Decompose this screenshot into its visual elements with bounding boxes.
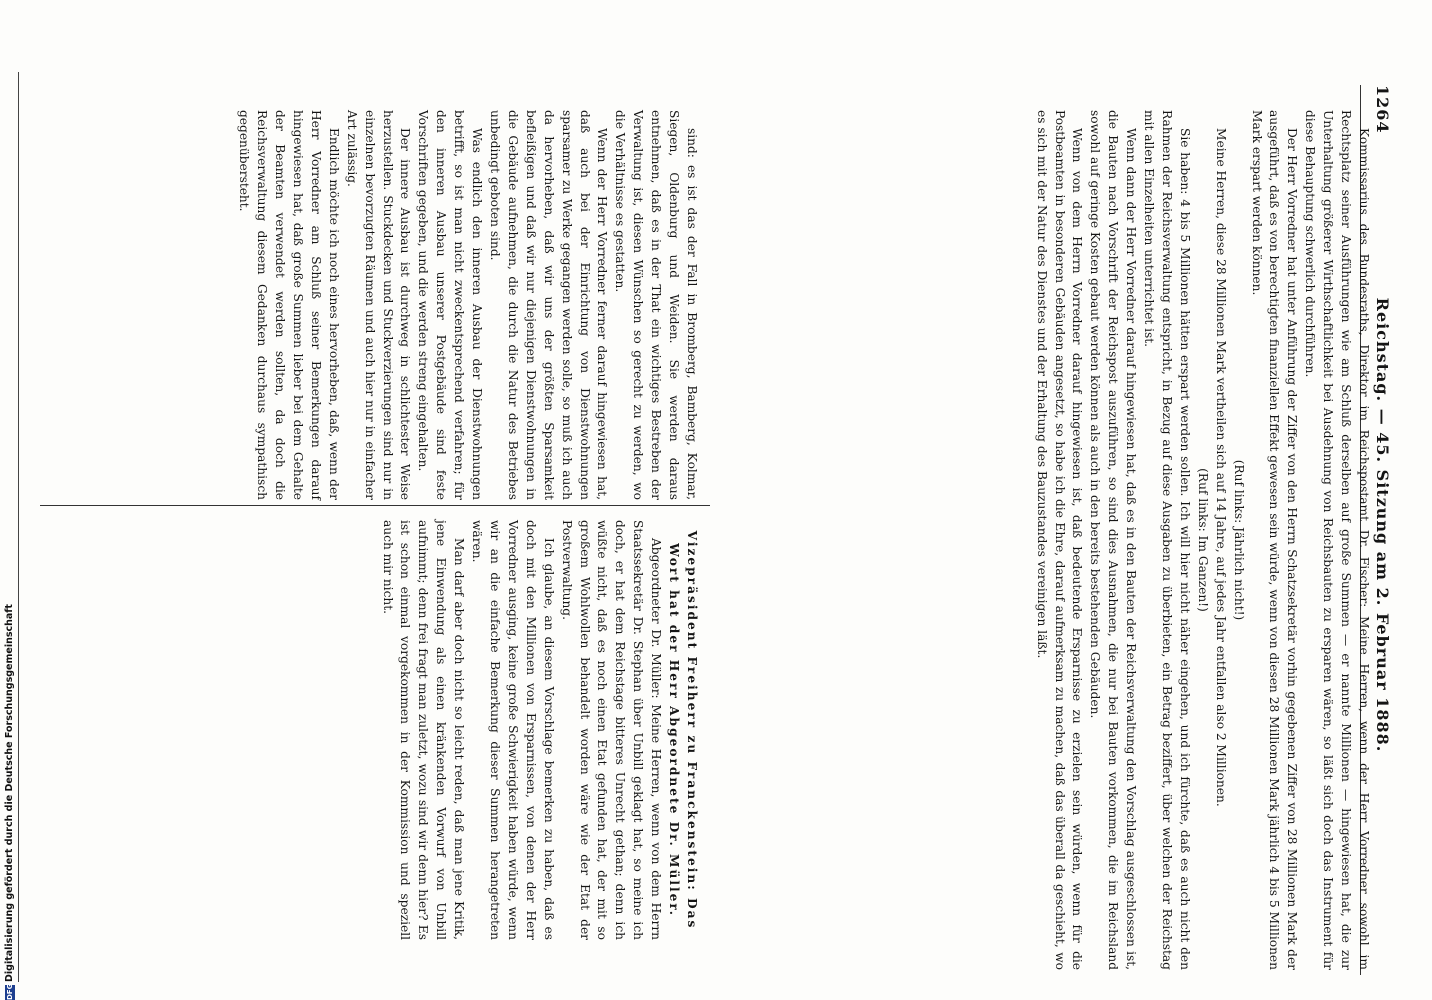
paragraph: Was endlich den inneren Ausbau der Dienstwohnungen betrifft, so ist man nicht zweckentsprechend verfahren; für den inneren Ausbau unserer Postgebäude sind feste Vorschriften gegeben, und die werden streng eingehalten. [416,110,485,500]
page-title: Reichstag. — 45. Sitzung am 2. Februar 1888. [1373,297,1392,753]
paragraph: sind: es ist das der Fall in Bromberg, Bamberg, Kolmar, Siegen, Oldenburg und Weiden. Sie werden daraus entnehmen, daß es in der That ein wichtiges Bestreben der Verwaltung ist, diesen Wünschen so gerecht zu werden, wo die Verhältnisse es gestatten. [613,110,699,500]
paragraph: Wenn von dem Herrn Vorredner darauf hingewiesen ist, daß bedeutende Ersparnisse zu erzielen sein würden, wenn für die Postbeamten in besonderen Gebäuden angesetzt, so habe ich die Ehre, darauf aufmerksam zu machen, daß das überall da geschieht, wo es sich mit der Natur des Dienstes und der Erhaltung des Bauzustandes vereinigen läßt. [1034,110,1085,970]
page-edge-rule [18,72,19,982]
paragraph: Endlich möchte ich noch eines hervorheben, daß, wenn der Herr Vorredner am Schluß seiner Bemerkungen darauf hingewiesen hat, daß große Summen lieber bei dem Gehalte der Beamten verwendet werden sollten, da doch die Reichsverwaltung diesem Gedanken durchaus sympathisch gegenübersteht. [237,110,341,500]
paragraph: Ich glaube, an diesem Vorschlage bemerken zu haben, daß es doch mit den Millionen von Ersparnissen, von denen der Herr Vorredner ausging, keine große Schwierigkeit haben würde, wenn wir an die einfache Bemerkung dieser Summen herangetreten wären. [470,520,556,940]
paragraph: Wenn der Herr Vorredner ferner darauf hingewiesen hat, daß auch bei der Einrichtung von Dienstwohnungen sparsamer zu Werke gegangen werden solle, so muß ich auch da hervorheben, daß wir uns der größten Sparsamkeit befleißigen und daß wir nur diejenigen Dienstwohnungen in die Gebäude aufnehmen, die durch die Natur des Betriebes unbedingt geboten sind. [488,110,610,500]
interjection: (Ruf links: Jährlich nicht!) [1231,459,1246,621]
speaker-line: Vizepräsident Freiherr zu Franckenstein: Das Wort hat der Herr Abgeordnete Dr. Müller. [667,530,699,930]
paragraph: Kommissarius des Bundesraths, Direktor im Reichspostamt Dr. Fischer: Meine Herren, wenn der Herr Vorredner sowohl im Rechtsplatz seiner Ausführungen wie am Schluß derselben auf große Summen — er nannte Millionen — hingewiesen hat, die zur Unterhaltung größerer Wirthschaftlichkeit bei Ausdehnung von Reichsbauten zu ersparen wären, so läßt sich doch das Instrument für diese Behauptung schwerlich durchführen. [1303,110,1371,970]
paragraph: Meine Herren, diese 28 Millionen Mark vertheilen sich auf 14 Jahre, auf jedes Jahr entfallen also 2 Millionen. [1213,128,1228,807]
paragraph: Wenn dann der Herr Vorredner darauf hingewiesen hat, daß es in den Bauten der Reichsverwaltung den Vorschlag ausgeschlossen ist, die Bauten nach Vorschrift der Reichspost auszuführen, so sind dies Ausnahmen, die nur bei Bauten vorkommen, die im Reichsland sowohl auf geringe Kosten gebaut werden können als auch in den bereits bestehenden Gebäuden. [1088,110,1139,970]
page-number: 1264 [1373,85,1392,134]
paragraph: Abgeordneter Dr. Müller: Meine Herren, wenn von dem Herrn Staatssekretär Dr. Stephan über Unbill geklagt hat, so meine ich doch, er hat dem Reichstage bitteres Unrecht gethan; denn ich wüßte nicht, daß es noch einen Etat gefunden hat, der mit so großem Wohlwollen behandelt worden wäre wie der Etat der Postverwaltung. [559,520,664,940]
dfg-logo: DFG [5,983,14,1000]
paragraph: Sie haben: 4 bis 5 Millionen hätten erspart werden sollen. Ich will hier nicht näher eingehen, und ich fürchte, daß es auch nicht den Rahmen der Reichsverwaltung entspricht, in Bezug auf diese Ausgaben zu überbieten, ein Betrag beziffert, über welchen der Reichstag mit allen Einzelheiten unterrichtet ist. [1142,110,1192,970]
credit-text: Digitalisierung gefördert durch die Deutsche Forschungsgemeinschaft [4,604,15,982]
paragraph: Der Herr Vorredner hat unter Anführung der Ziffer von den Herrn Schatzsekretär vorhin gegebenen Ziffer von 28 Millionen Mark der ausgeführt, daß es von berechtigten finanziellen Effekt gewesen sein würde, wenn von diesen 28 Millionen Mark jährlich 4 bis 5 Millionen Mark erspart werden können. [1249,110,1300,970]
text-column-right-top [234,110,700,500]
text-column-right-bottom [378,520,700,940]
interjection: (Ruf links: Im Ganzen!) [1195,468,1210,612]
paragraph: Man darf aber doch nicht so leicht reden, daß man jene Kritik, jene Einwendung als einen kränkenden Vorwurf von Unbill aufnimmt; denn frei fragt man zuletzt, wozu sind wir denn hier? Es ist schon einmal vorgekommen in der Kommission und speziell auch mir nicht. [380,520,467,940]
digitization-credit [4,604,15,1000]
paragraph: Der innere Ausbau ist durchweg in schlichtester Weise herzustellen. Stuckdecken und Stuckverzierungen sind nur in einzelnen bevorzugten Räumen und auch hier nur in einfacher Art zulässig. [344,110,413,500]
